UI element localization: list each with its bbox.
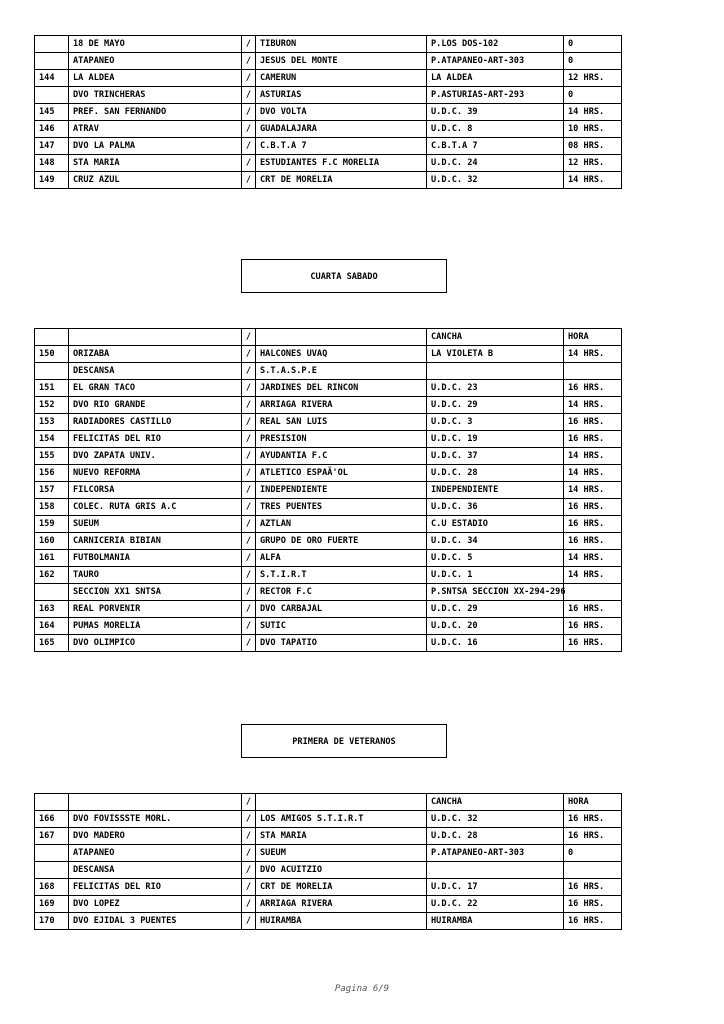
cell-home: DVO EJIDAL 3 PUENTES (69, 913, 242, 930)
table-header-row (35, 794, 622, 811)
table-row (35, 87, 622, 104)
cell-home: LA ALDEA (69, 70, 242, 87)
cell-sep: / (242, 794, 256, 811)
cell-num: 158 (35, 499, 69, 516)
cell-home: DVO LOPEZ (69, 896, 242, 913)
cell-home: ORIZABA (69, 346, 242, 363)
table-row (35, 70, 622, 87)
cell-away: JARDINES DEL RINCON (256, 380, 427, 397)
cell-field: U.D.C. 24 (427, 155, 564, 172)
cell-num (35, 87, 69, 104)
cell-sep: / (242, 601, 256, 618)
cell-home: FILCORSA (69, 482, 242, 499)
cell-field: U.D.C. 28 (427, 465, 564, 482)
schedule-table-top (34, 35, 622, 189)
cell-num: 150 (35, 346, 69, 363)
cell-away: DVO CARBAJAL (256, 601, 427, 618)
cell-num: 157 (35, 482, 69, 499)
cell-sep: / (242, 380, 256, 397)
cell-num (35, 845, 69, 862)
cell-field: P.LOS DOS-102 (427, 36, 564, 53)
cell-away: S.T.I.R.T (256, 567, 427, 584)
cell-field: U.D.C. 34 (427, 533, 564, 550)
cell-home: DVO LA PALMA (69, 138, 242, 155)
cell-sep: / (242, 53, 256, 70)
cell-num: 161 (35, 550, 69, 567)
cell-hour: 14 HRS. (564, 567, 622, 584)
cell-field: U.D.C. 28 (427, 828, 564, 845)
cell-field: C.U ESTADIO (427, 516, 564, 533)
table-row (35, 845, 622, 862)
cell-away: TRES PUENTES (256, 499, 427, 516)
cell-field: U.D.C. 5 (427, 550, 564, 567)
cell-hour: 14 HRS. (564, 448, 622, 465)
cell-sep: / (242, 172, 256, 189)
cell-away: INDEPENDIENTE (256, 482, 427, 499)
cell-field: U.D.C. 22 (427, 896, 564, 913)
cell-field: P.ATAPANEO-ART-303 (427, 845, 564, 862)
cell-num (35, 329, 69, 346)
cell-field: CANCHA (427, 329, 564, 346)
cell-field: U.D.C. 36 (427, 499, 564, 516)
cell-hour: 16 HRS. (564, 516, 622, 533)
cell-away: CRT DE MORELIA (256, 879, 427, 896)
cell-away: ESTUDIANTES F.C MORELIA (256, 155, 427, 172)
table-row (35, 862, 622, 879)
table-row (35, 635, 622, 652)
cell-sep: / (242, 465, 256, 482)
cell-num: 152 (35, 397, 69, 414)
table-row (35, 828, 622, 845)
cell-home: CARNICERIA BIBIAN (69, 533, 242, 550)
cell-field (427, 363, 564, 380)
cell-home: RADIADORES CASTILLO (69, 414, 242, 431)
cell-num: 146 (35, 121, 69, 138)
cell-away: C.B.T.A 7 (256, 138, 427, 155)
cell-home: SECCION XX1 SNTSA (69, 584, 242, 601)
cell-hour: 0 (564, 36, 622, 53)
cell-away: DVO ACUITZIO (256, 862, 427, 879)
cell-field: U.D.C. 16 (427, 635, 564, 652)
cell-num: 159 (35, 516, 69, 533)
cell-sep: / (242, 811, 256, 828)
cell-home: DVO FOVISSSTE MORL. (69, 811, 242, 828)
cell-field: U.D.C. 3 (427, 414, 564, 431)
cell-num: 148 (35, 155, 69, 172)
cell-hour: 14 HRS. (564, 397, 622, 414)
cell-home: ATAPANEO (69, 845, 242, 862)
cell-sep: / (242, 618, 256, 635)
cell-home: DVO MADERO (69, 828, 242, 845)
table-row (35, 879, 622, 896)
table-row (35, 431, 622, 448)
cell-away: RECTOR F.C (256, 584, 427, 601)
cell-num (35, 862, 69, 879)
cell-field: U.D.C. 20 (427, 618, 564, 635)
cell-sep: / (242, 567, 256, 584)
cell-field: U.D.C. 32 (427, 811, 564, 828)
table-row (35, 913, 622, 930)
table-row (35, 414, 622, 431)
cell-hour: 16 HRS. (564, 499, 622, 516)
cell-num (35, 36, 69, 53)
table-row (35, 516, 622, 533)
cell-home: EL GRAN TACO (69, 380, 242, 397)
table-row (35, 36, 622, 53)
cell-hour: 14 HRS. (564, 346, 622, 363)
cell-hour: 14 HRS. (564, 482, 622, 499)
cell-home: DVO ZAPATA UNIV. (69, 448, 242, 465)
cell-sep: / (242, 397, 256, 414)
cell-num: 165 (35, 635, 69, 652)
cell-hour: HORA (564, 794, 622, 811)
cell-field: INDEPENDIENTE (427, 482, 564, 499)
cell-hour (564, 862, 622, 879)
cell-hour: 14 HRS. (564, 465, 622, 482)
cell-sep: / (242, 431, 256, 448)
cell-away: DVO TAPATIO (256, 635, 427, 652)
cell-away: REAL SAN LUIS (256, 414, 427, 431)
table-row (35, 397, 622, 414)
table-row (35, 363, 622, 380)
cell-sep: / (242, 828, 256, 845)
table-row (35, 380, 622, 397)
cell-num: 149 (35, 172, 69, 189)
cell-num: 164 (35, 618, 69, 635)
cell-home: DVO RIO GRANDE (69, 397, 242, 414)
cell-home: DVO TRINCHERAS (69, 87, 242, 104)
cell-num: 147 (35, 138, 69, 155)
cell-sep: / (242, 913, 256, 930)
cell-hour: 16 HRS. (564, 601, 622, 618)
cell-away: ARRIAGA RIVERA (256, 397, 427, 414)
table-row (35, 465, 622, 482)
cell-num (35, 584, 69, 601)
cell-sep: / (242, 879, 256, 896)
cell-hour (564, 584, 622, 601)
cell-sep: / (242, 138, 256, 155)
cell-hour: 16 HRS. (564, 828, 622, 845)
cell-home: NUEVO REFORMA (69, 465, 242, 482)
cell-home: REAL PORVENIR (69, 601, 242, 618)
cell-num: 144 (35, 70, 69, 87)
table-header-row (35, 329, 622, 346)
cell-sep: / (242, 550, 256, 567)
cell-hour: 16 HRS. (564, 618, 622, 635)
table-row (35, 533, 622, 550)
cell-hour: 16 HRS. (564, 380, 622, 397)
table-row (35, 811, 622, 828)
cell-away: JESUS DEL MONTE (256, 53, 427, 70)
cell-field: LA VIOLETA B (427, 346, 564, 363)
table-row (35, 172, 622, 189)
table-row (35, 618, 622, 635)
cell-field: P.ATAPANEO-ART-303 (427, 53, 564, 70)
cell-sep: / (242, 862, 256, 879)
cell-sep: / (242, 70, 256, 87)
cell-away (256, 329, 427, 346)
cell-field: U.D.C. 37 (427, 448, 564, 465)
cell-home: FELICITAS DEL RIO (69, 431, 242, 448)
table-row (35, 104, 622, 121)
cell-num: 160 (35, 533, 69, 550)
cell-num: 167 (35, 828, 69, 845)
cell-num: 170 (35, 913, 69, 930)
cell-num: 162 (35, 567, 69, 584)
cell-away: CRT DE MORELIA (256, 172, 427, 189)
cell-field: U.D.C. 29 (427, 397, 564, 414)
cell-field: P.ASTURIAS-ART-293 (427, 87, 564, 104)
cell-num: 169 (35, 896, 69, 913)
cell-sep: / (242, 346, 256, 363)
cell-num: 154 (35, 431, 69, 448)
cell-away: SUEUM (256, 845, 427, 862)
cell-away: HALCONES UVAQ (256, 346, 427, 363)
table-row (35, 121, 622, 138)
cell-home: STA MARIA (69, 155, 242, 172)
table-row (35, 482, 622, 499)
table-row (35, 138, 622, 155)
cell-sep: / (242, 499, 256, 516)
cell-field: C.B.T.A 7 (427, 138, 564, 155)
page-footer: Pagina 6/9 (334, 984, 390, 994)
cell-away (256, 794, 427, 811)
cell-home: DESCANSA (69, 363, 242, 380)
cell-num: 151 (35, 380, 69, 397)
cell-hour: 0 (564, 845, 622, 862)
cell-num: 156 (35, 465, 69, 482)
cell-hour: 16 HRS. (564, 879, 622, 896)
cell-home (69, 794, 242, 811)
cell-hour: 0 (564, 87, 622, 104)
cell-field: CANCHA (427, 794, 564, 811)
cell-sep: / (242, 329, 256, 346)
cell-field: U.D.C. 32 (427, 172, 564, 189)
cell-sep: / (242, 482, 256, 499)
cell-hour: 16 HRS. (564, 414, 622, 431)
table-row (35, 896, 622, 913)
cell-home: PUMAS MORELIA (69, 618, 242, 635)
cell-away: GRUPO DE ORO FUERTE (256, 533, 427, 550)
table-row (35, 155, 622, 172)
table-row (35, 567, 622, 584)
cell-hour: 16 HRS. (564, 431, 622, 448)
section-title-cuarta-sabado: CUARTA SABADO (241, 259, 447, 293)
cell-hour: 12 HRS. (564, 155, 622, 172)
cell-home: SUEUM (69, 516, 242, 533)
cell-field: U.D.C. 1 (427, 567, 564, 584)
cell-home: FUTBOLMANIA (69, 550, 242, 567)
cell-hour: 16 HRS. (564, 533, 622, 550)
cell-sep: / (242, 414, 256, 431)
cell-sep: / (242, 36, 256, 53)
cell-away: STA MARIA (256, 828, 427, 845)
cell-away: LOS AMIGOS S.T.I.R.T (256, 811, 427, 828)
cell-hour (564, 363, 622, 380)
cell-home: TAURO (69, 567, 242, 584)
cell-away: AYUDANTIA F.C (256, 448, 427, 465)
cell-away: ARRIAGA RIVERA (256, 896, 427, 913)
cell-hour: 16 HRS. (564, 913, 622, 930)
cell-sep: / (242, 155, 256, 172)
cell-field: P.SNTSA SECCION XX-294-296 (427, 584, 564, 601)
cell-field: U.D.C. 17 (427, 879, 564, 896)
cell-sep: / (242, 448, 256, 465)
cell-home: PREF. SAN FERNANDO (69, 104, 242, 121)
cell-num: 153 (35, 414, 69, 431)
cell-away: ATLETICO ESPAÃ'OL (256, 465, 427, 482)
table-row (35, 584, 622, 601)
cell-sep: / (242, 533, 256, 550)
cell-sep: / (242, 121, 256, 138)
cell-home: 18 DE MAYO (69, 36, 242, 53)
cell-hour: 16 HRS. (564, 811, 622, 828)
cell-num (35, 363, 69, 380)
cell-sep: / (242, 896, 256, 913)
cell-field: U.D.C. 19 (427, 431, 564, 448)
cell-field: HUIRAMBA (427, 913, 564, 930)
cell-hour: 16 HRS. (564, 635, 622, 652)
cell-sep: / (242, 845, 256, 862)
cell-hour: HORA (564, 329, 622, 346)
cell-field: U.D.C. 23 (427, 380, 564, 397)
cell-hour: 10 HRS. (564, 121, 622, 138)
schedule-table-primera-de-veteranos (34, 793, 622, 930)
schedule-table-cuarta-sabado (34, 328, 622, 652)
table-row (35, 346, 622, 363)
cell-field: LA ALDEA (427, 70, 564, 87)
cell-field: U.D.C. 29 (427, 601, 564, 618)
cell-away: DVO VOLTA (256, 104, 427, 121)
table-row (35, 550, 622, 567)
cell-num (35, 794, 69, 811)
cell-home: COLEC. RUTA GRIS A.C (69, 499, 242, 516)
cell-sep: / (242, 104, 256, 121)
cell-home: FELICITAS DEL RIO (69, 879, 242, 896)
cell-field: U.D.C. 39 (427, 104, 564, 121)
table-row (35, 601, 622, 618)
cell-hour: 0 (564, 53, 622, 70)
cell-home: DESCANSA (69, 862, 242, 879)
cell-away: GUADALAJARA (256, 121, 427, 138)
section-title-primera-de-veteranos: PRIMERA DE VETERANOS (241, 724, 447, 758)
cell-num: 155 (35, 448, 69, 465)
cell-num: 168 (35, 879, 69, 896)
cell-sep: / (242, 635, 256, 652)
cell-hour: 12 HRS. (564, 70, 622, 87)
cell-away: TIBURON (256, 36, 427, 53)
cell-num: 163 (35, 601, 69, 618)
cell-home (69, 329, 242, 346)
cell-home: DVO OLIMPICO (69, 635, 242, 652)
cell-num (35, 53, 69, 70)
cell-sep: / (242, 516, 256, 533)
cell-sep: / (242, 87, 256, 104)
cell-hour: 08 HRS. (564, 138, 622, 155)
cell-home: ATAPANEO (69, 53, 242, 70)
cell-away: ALFA (256, 550, 427, 567)
cell-home: CRUZ AZUL (69, 172, 242, 189)
cell-hour: 14 HRS. (564, 550, 622, 567)
cell-away: CAMERUN (256, 70, 427, 87)
cell-num: 145 (35, 104, 69, 121)
cell-hour: 16 HRS. (564, 896, 622, 913)
cell-away: AZTLAN (256, 516, 427, 533)
cell-hour: 14 HRS. (564, 172, 622, 189)
table-row (35, 448, 622, 465)
cell-away: HUIRAMBA (256, 913, 427, 930)
cell-field (427, 862, 564, 879)
cell-away: ASTURIAS (256, 87, 427, 104)
cell-num: 166 (35, 811, 69, 828)
cell-away: SUTIC (256, 618, 427, 635)
cell-sep: / (242, 363, 256, 380)
cell-home: ATRAV (69, 121, 242, 138)
cell-away: S.T.A.S.P.E (256, 363, 427, 380)
cell-hour: 14 HRS. (564, 104, 622, 121)
table-row (35, 53, 622, 70)
cell-field: U.D.C. 8 (427, 121, 564, 138)
cell-sep: / (242, 584, 256, 601)
cell-away: PRESISION (256, 431, 427, 448)
table-row (35, 499, 622, 516)
